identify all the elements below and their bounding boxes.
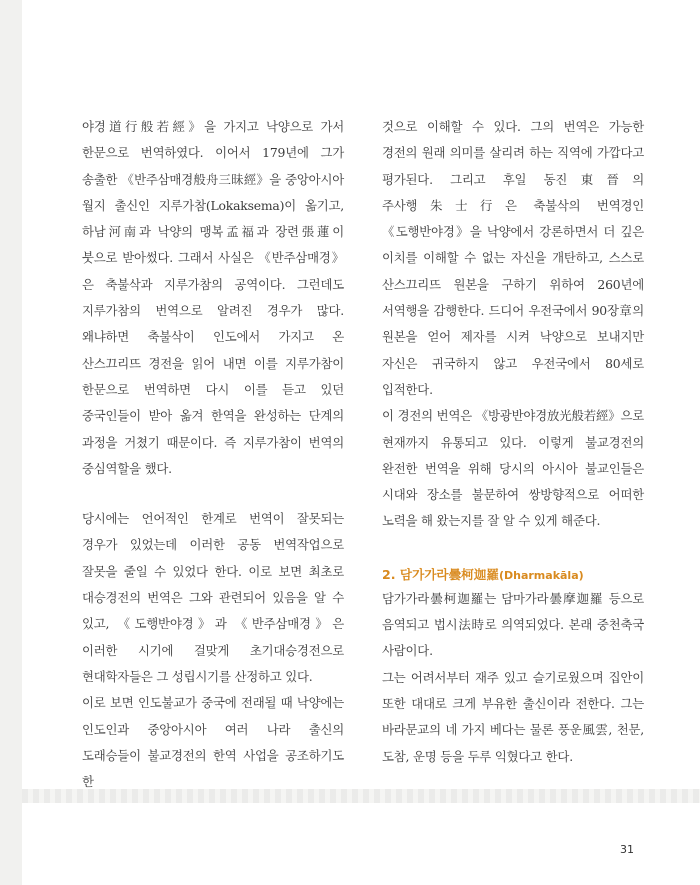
- section-heading: [382, 565, 644, 586]
- body-paragraph: 야경道行般若經》을 가지고 낙양으로 가서 한문으로 번역하였다. 이어서 179년에 그가 송출한 《반주삼매경般舟三昧經》을 중앙아시아 월지 출신인 지루가참(Lokaksema)이 옮기고, 하남河南과 낙양의 맹복孟福과 장련張蓮이 붓으로 받아썼다. 그래서 사실은 《반주삼매경》은 축불삭과 지루가참의 공역이다. 그런데도 지루가참의 번역으로 알려진 경우가 많다. 왜냐하면 축불삭이 인도에서 가지고 온 산스끄리뜨 경전을 읽어 내면 이를 지루가참이 한문으로 번역하면 다시 이를 듣고 있던 중국인들이 받아 옮겨 한역을 완성하는 단계의 과정을 거쳤기 때문이다. 즉 지루가참이 번역의 중심역할을 했다.: [82, 119, 344, 476]
- body-paragraph: 그는 어려서부터 재주 있고 슬기로웠으며 집안이 또한 대대로 크게 부유한 출신이라 전한다. 그는 바라문교의 네 가지 베다는 물론 풍운風雲, 천문, 도참, 운명 등을 두루 익혔다고 한다.: [382, 669, 644, 764]
- paragraph-gap: [82, 482, 344, 506]
- page-side-band: [0, 0, 22, 885]
- body-paragraph: 것으로 이해할 수 있다. 그의 번역은 가능한 경전의 원래 의미를 살리려 하는 직역에 가깝다고 평가된다. 그리고 후일 동진東晉의 주사행朱士行은 축불삭의 번역경인 《도행반야경》을 낙양에서 강론하면서 더 깊은 이치를 이해할 수 없는 자신을 개탄하고, 스스로 산스끄리뜨 원본을 구하기 위하여 260년에 서역행을 감행한다. 드디어 우전국에서 90장章의 원본을 얻어 제자를 시켜 낙양으로 보내지만 자신은 귀국하지 않고 우전국에서 80세로 입적한다.: [382, 119, 644, 397]
- right-text-column: [382, 114, 644, 770]
- decorative-brush-band: [22, 789, 700, 803]
- page-number: 31: [620, 843, 634, 856]
- body-paragraph: 담가가라曇柯迦羅는 담마가라曇摩迦羅 등으로 음역되고 법시法時로 의역되었다. 본래 중천축국 사람이다.: [382, 590, 644, 659]
- paragraph-gap: [382, 535, 644, 559]
- left-text-column: [82, 114, 344, 795]
- body-paragraph: 당시에는 언어적인 한계로 번역이 잘못되는 경우가 있었는데 이러한 공동 번역작업으로 잘못을 줄일 수 있었다 한다. 이로 보면 최초로 대승경전의 번역은 그와 관련되어 있음을 알 수 있고, 《도행반야경》과 《반주삼매경》은 이러한 시기에 걸맞게 초기대승경전으로 현대학자들은 그 성립시기를 산정하고 있다.: [82, 511, 344, 684]
- body-paragraph: 이 경전의 번역은 《방광반야경放光般若經》으로 현재까지 유통되고 있다. 이렇게 불교경전의 완전한 번역을 위해 당시의 아시아 불교인들은 시대와 장소를 불문하여 쌍방향적으로 어떠한 노력을 해 왔는지를 잘 알 수 있게 해준다.: [382, 408, 644, 529]
- body-paragraph: 이로 보면 인도불교가 중국에 전래될 때 낙양에는 인도인과 중앙아시아 여러 나라 출신의 도래승들이 불교경전의 한역 사업을 공조하기도 한: [82, 695, 344, 790]
- section-heading-title: 2. 담가가라曇柯迦羅: [382, 566, 499, 582]
- section-heading-romanization: (Dharmakāla): [498, 568, 584, 582]
